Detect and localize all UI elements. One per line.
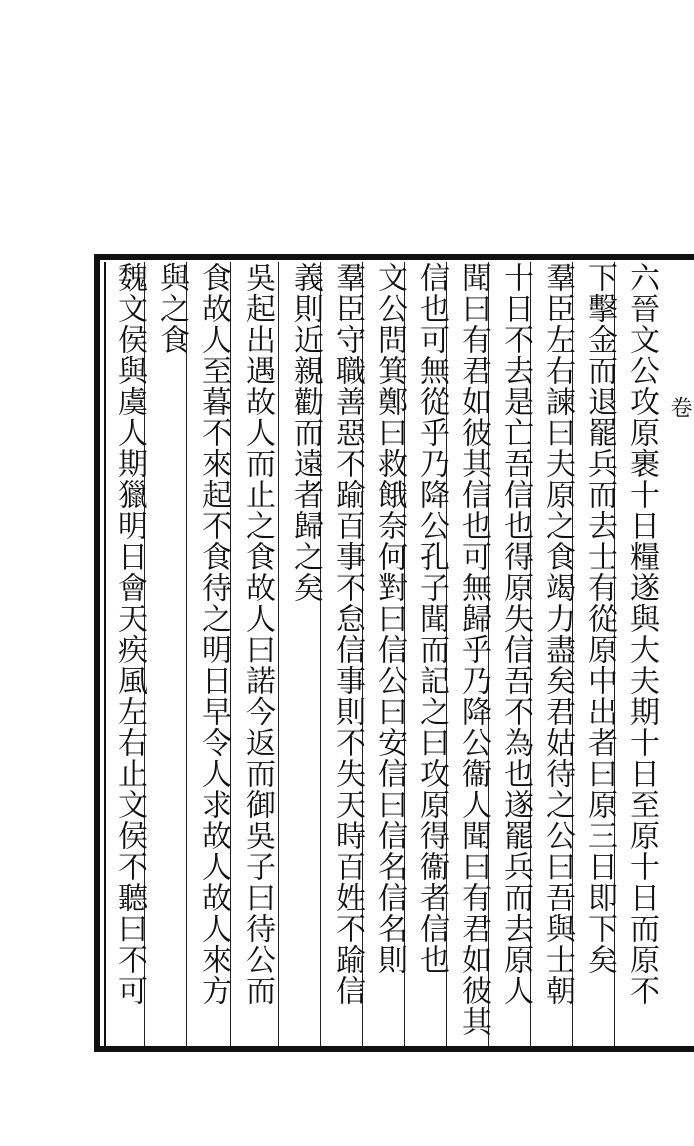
column-divider <box>278 262 279 1046</box>
text-column-10: 吳起出遇故人而止之食故人曰諾今返而御吳子曰待公而 <box>240 262 275 1006</box>
text-column-4: 十日不去是亡吾信也得原失信吾不為也遂罷兵而去原人 <box>498 262 533 1006</box>
text-column-2: 下擊金而退罷兵而去士有從原中出者曰原三日即下矣 <box>582 262 617 975</box>
text-column-7: 文公問箕鄭曰救餓奈何對曰信公曰安信曰信名信名則 <box>372 262 407 975</box>
margin-note: 卷 <box>667 396 692 418</box>
text-column-8: 羣臣守職善惡不踰百事不怠信事則不失天時百姓不踰信 <box>330 262 365 1006</box>
text-column-6: 信也可無從乎乃降公孔子聞而記之曰攻原得衞者信也 <box>414 262 449 975</box>
text-column-13: 魏文侯與虞人期獵明日會天疾風左右止文侯不聽曰不可 <box>112 262 147 1006</box>
text-column-1: 六晉文公攻原裹十日糧遂與大夫期十日至原十日而原不 <box>624 262 659 1006</box>
text-column-11: 食故人至暮不來起不食待之明日早令人求故人故人來方 <box>196 262 231 1006</box>
text-column-9: 義則近親勸而遠者歸之矣 <box>288 262 323 603</box>
text-column-3: 羣臣左右諫曰夫原之食竭力盡矣君姑待之公曰吾與士朝 <box>540 262 575 1006</box>
text-column-12: 與之食 <box>154 262 189 355</box>
inner-border-rule <box>104 262 106 1046</box>
text-column-5: 聞曰有君如彼其信也可無歸乎乃降公衞人聞曰有君如彼其 <box>456 262 491 1037</box>
